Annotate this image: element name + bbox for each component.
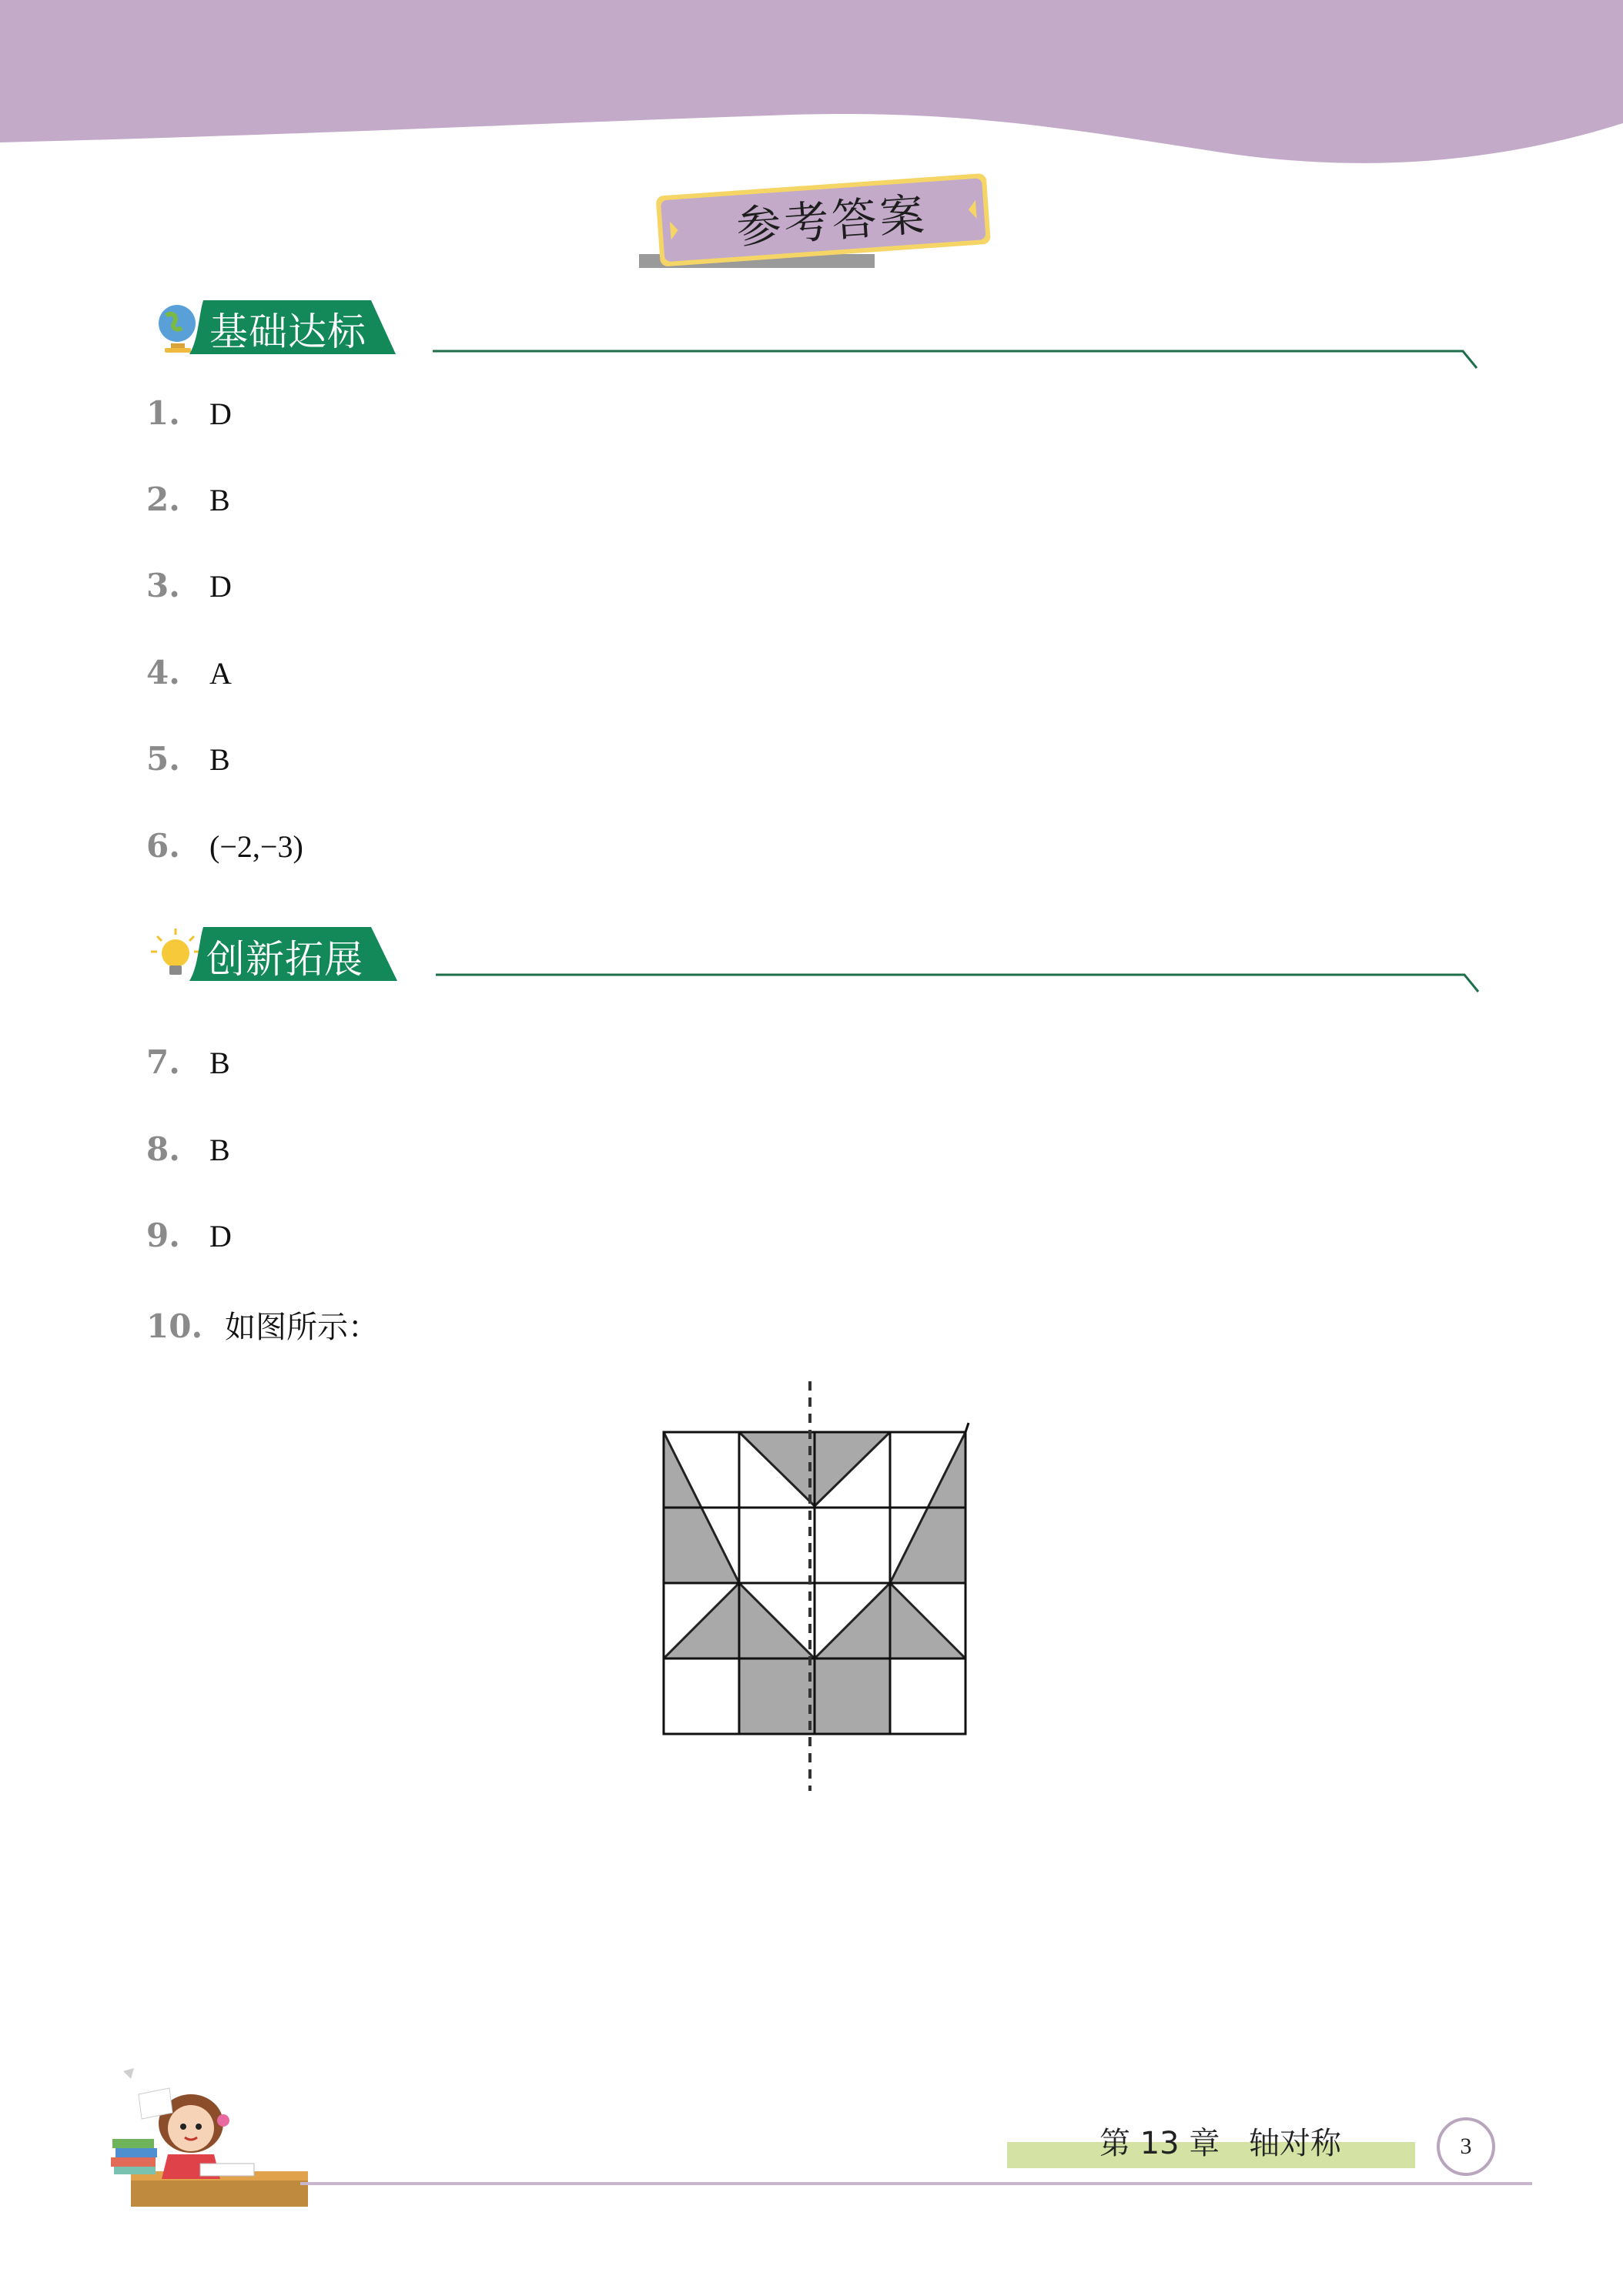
section-divider	[433, 345, 1480, 373]
reading-girl-illustration	[108, 2048, 323, 2217]
item-answer: B	[209, 1046, 230, 1080]
item-number: 6.	[146, 827, 180, 865]
item-number: 7.	[146, 1043, 180, 1081]
answer-item	[146, 1303, 379, 1349]
item-answer: D	[209, 397, 232, 431]
item-answer: A	[209, 656, 232, 691]
answer-item	[146, 654, 232, 700]
item-number: 3.	[146, 567, 180, 604]
item-answer: (−2,−3)	[209, 829, 303, 864]
footer-divider	[300, 2182, 1532, 2185]
page-number: 3	[1437, 2117, 1495, 2176]
item-answer: D	[209, 569, 232, 604]
footer-chapter: 第 13 章	[1099, 2126, 1220, 2161]
symmetry-grid-figure	[647, 1371, 986, 1802]
item-answer: B	[209, 742, 230, 777]
section-title-basic: 基础达标	[209, 310, 366, 354]
section-title-extension: 创新拓展	[206, 937, 363, 982]
section-divider	[436, 969, 1483, 996]
answer-item	[146, 567, 232, 613]
item-number: 4.	[146, 654, 180, 691]
answer-item	[146, 827, 303, 873]
item-answer: 如图所示：	[225, 1310, 379, 1345]
item-number: 5.	[146, 740, 180, 778]
answer-item	[146, 1130, 230, 1176]
item-number: 2.	[146, 480, 180, 518]
item-answer: D	[209, 1219, 232, 1253]
item-number: 9.	[146, 1217, 180, 1254]
item-answer: B	[209, 483, 230, 517]
item-number: 8.	[146, 1130, 180, 1168]
item-answer: B	[209, 1133, 230, 1167]
answer-item	[146, 1043, 230, 1089]
answer-item	[146, 1217, 232, 1263]
footer-topic: 轴对称	[1249, 2126, 1341, 2161]
item-number: 1.	[146, 394, 180, 432]
answer-item	[146, 480, 230, 527]
item-number: 10.	[146, 1307, 203, 1345]
answer-item	[146, 394, 232, 440]
answer-item	[146, 740, 230, 786]
top-decorative-wave	[0, 0, 1623, 177]
page-title: 参考答案	[735, 188, 929, 254]
